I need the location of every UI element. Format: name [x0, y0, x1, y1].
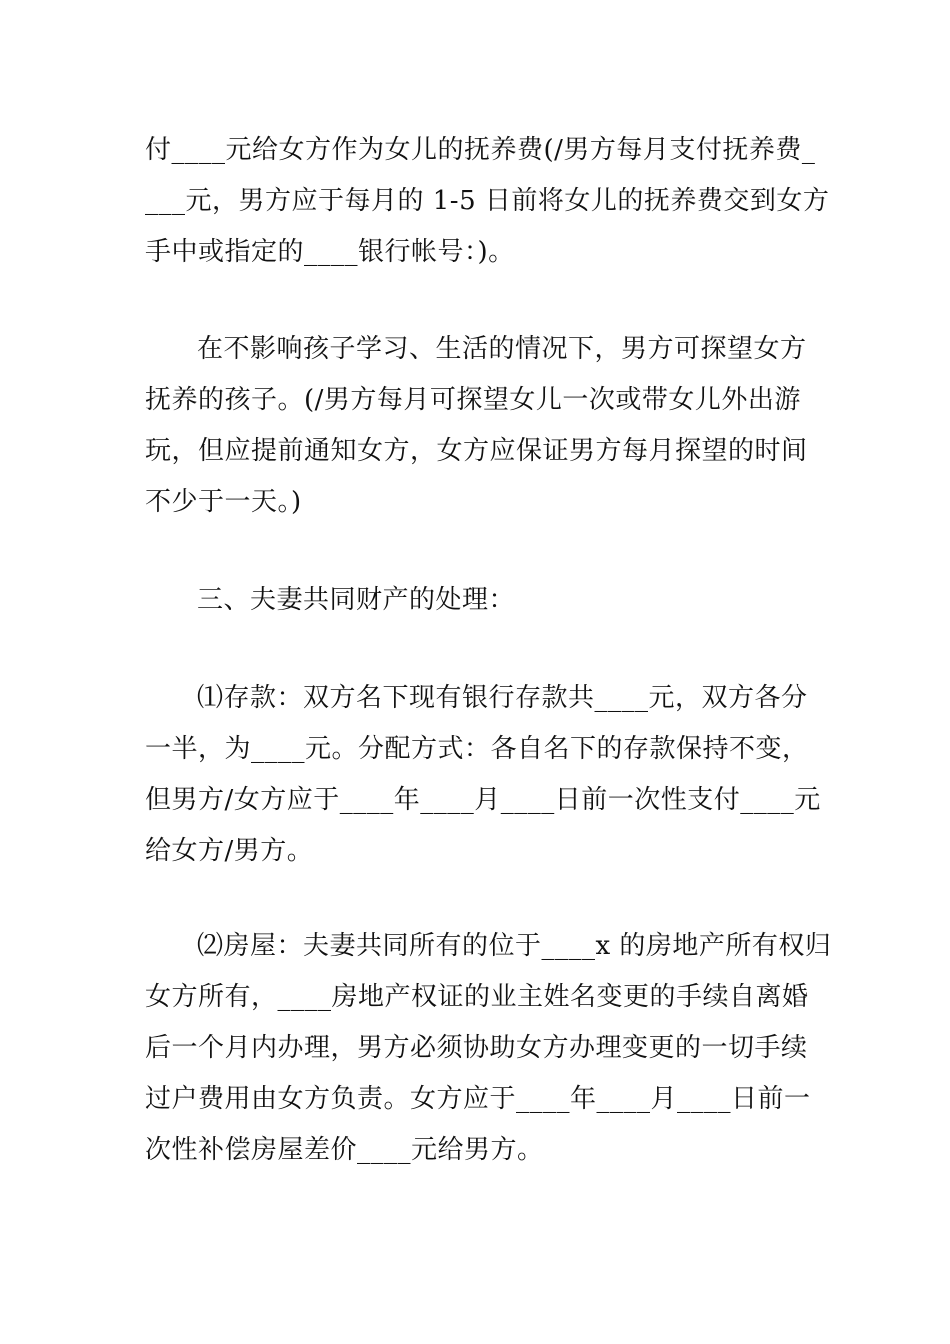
paragraph-child-support	[145, 125, 830, 278]
paragraph-house	[145, 921, 832, 1176]
text-line: 给女方/男方。	[145, 836, 314, 866]
paragraph-visitation	[145, 324, 810, 528]
text-line: 玩，但应提前通知女方，女方应保证男方每月探望的时间	[145, 436, 808, 466]
text-line: 一半，为____元。分配方式：各自名下的存款保持不变，	[145, 734, 809, 764]
text-line: 付____元给女方作为女儿的抚养费(/男方每月支付抚养费_	[145, 135, 816, 165]
text-line: ___元，男方应于每月的 1-5 日前将女儿的抚养费交到女方	[145, 186, 830, 216]
text-line: 后一个月内办理，男方必须协助女方办理变更的一切手续	[145, 1033, 808, 1063]
text-line: 过户费用由女方负责。女方应于____年____月____日前一	[145, 1084, 811, 1114]
text-line: 手中或指定的____银行帐号：)。	[145, 237, 515, 267]
section-heading-property	[145, 575, 810, 626]
heading-line: 三、夫妻共同财产的处理：	[197, 585, 516, 615]
text-line: 抚养的孩子。(/男方每月可探望女儿一次或带女儿外出游	[145, 385, 801, 415]
text-line: 在不影响孩子学习、生活的情况下，男方可探望女方	[197, 334, 807, 364]
text-line: ⑴存款：双方名下现有银行存款共____元，双方各分	[197, 683, 808, 713]
text-line: 女方所有，____房地产权证的业主姓名变更的手续自离婚	[145, 982, 809, 1012]
text-line: 但男方/女方应于____年____月____日前一次性支付____元	[145, 785, 821, 815]
paragraph-deposits	[145, 673, 821, 877]
text-line: 次性补偿房屋差价____元给男方。	[145, 1135, 544, 1165]
text-line: ⑵房屋：夫妻共同所有的位于____x 的房地产所有权归	[197, 931, 832, 961]
text-line: 不少于一天。)	[145, 487, 302, 517]
